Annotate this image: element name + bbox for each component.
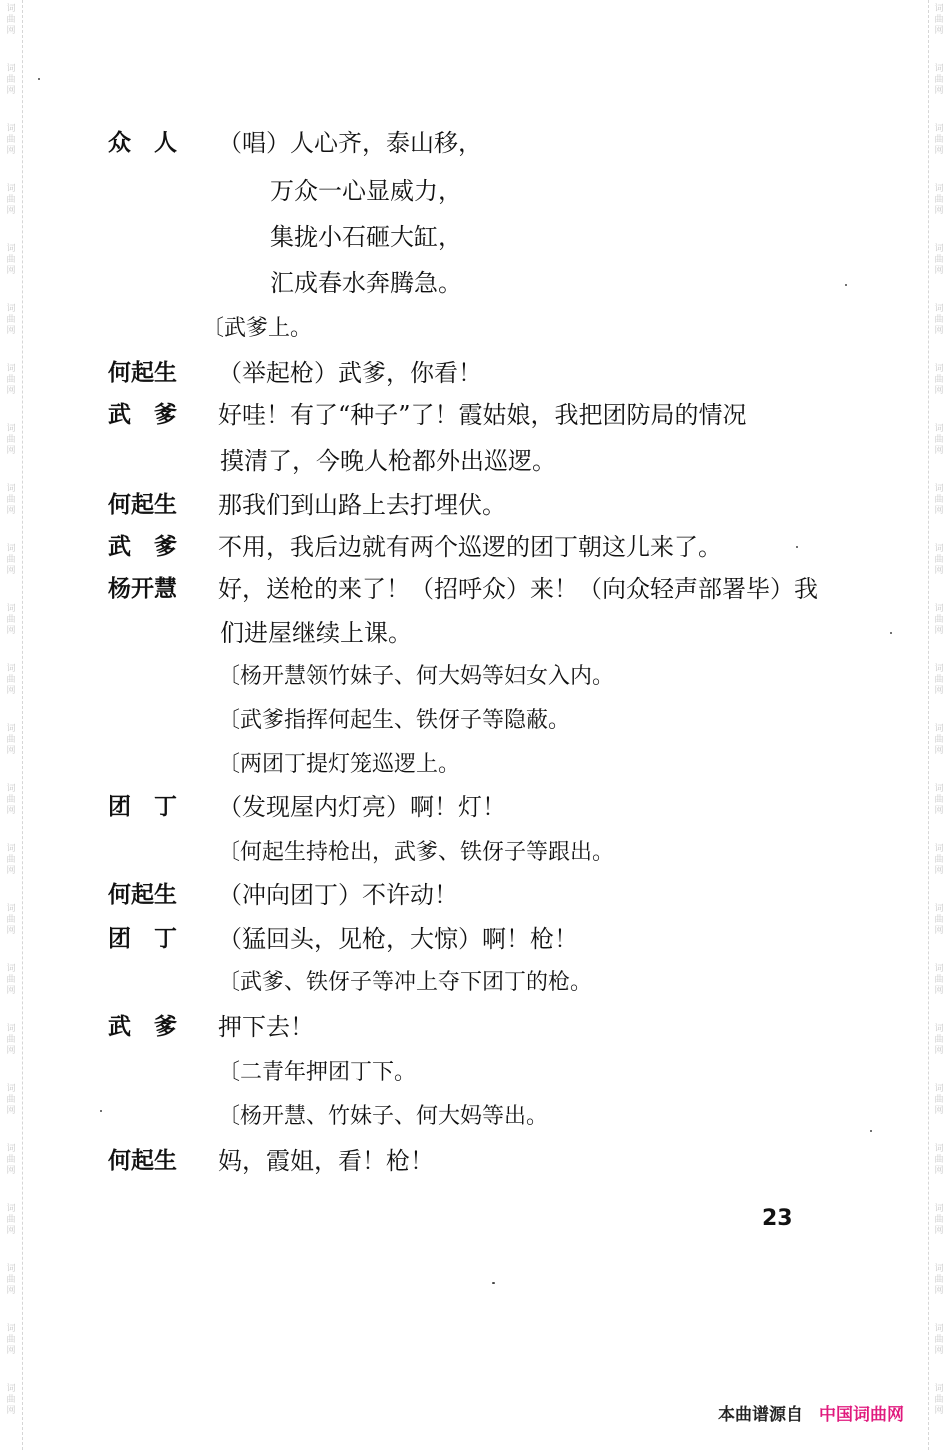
watermark-char: 曲 [934,1155,944,1165]
watermark-char: 曲 [6,375,16,385]
watermark-char: 曲 [6,1275,16,1285]
speaker-name: 众 人 [108,130,177,156]
stage-direction-text: 〔武爹指挥何起生、铁伢子等隐蔽。 [218,708,571,733]
watermark-char: 网 [6,1106,16,1116]
watermark-char: 网 [934,866,944,876]
watermark-char: 词 [6,304,16,314]
stage-direction-text: 〔两团丁提灯笼巡逻上。 [218,752,461,777]
watermark-char: 曲 [6,1395,16,1405]
watermark-char: 词 [934,64,944,74]
watermark-stamp [932,1260,946,1320]
watermark-char: 曲 [6,435,16,445]
watermark-char: 词 [934,904,944,914]
watermark-char: 词 [934,1084,944,1094]
watermark-char: 词 [934,1264,944,1274]
watermark-stamp [4,1320,18,1380]
source-footer [718,1400,904,1425]
watermark-stamp [4,780,18,840]
watermark-char: 词 [6,664,16,674]
stage-direction-text: 〔何起生持枪出，武爹、铁伢子等跟出。 [218,840,615,865]
watermark-char: 网 [6,506,16,516]
watermark-char: 网 [6,1286,16,1296]
watermark-char: 曲 [934,375,944,385]
watermark-char: 词 [6,1024,16,1034]
watermark-char: 网 [934,206,944,216]
watermark-stamp [932,240,946,300]
watermark-char: 词 [6,244,16,254]
watermark-char: 词 [6,1384,16,1394]
watermark-char: 词 [6,1084,16,1094]
watermark-char: 曲 [6,195,16,205]
watermark-char: 网 [6,326,16,336]
dialogue-text: 押下去！ [218,1013,314,1041]
watermark-char: 曲 [934,495,944,505]
watermark-char: 网 [6,446,16,456]
watermark-char: 网 [934,1346,944,1356]
scan-speck [492,1282,495,1284]
watermark-char: 网 [934,446,944,456]
watermark-char: 词 [6,784,16,794]
watermark-stamp [4,1140,18,1200]
watermark-char: 网 [934,1106,944,1116]
watermark-char: 网 [6,986,16,996]
watermark-char: 网 [6,866,16,876]
speaker-name: 何起生 [108,492,177,518]
watermark-stamp [932,900,946,960]
watermark-stamp [932,600,946,660]
watermark-char: 网 [934,1226,944,1236]
watermark-char: 词 [6,604,16,614]
watermark-stamp [4,0,18,60]
watermark-stamp [932,540,946,600]
scan-speck [890,632,892,634]
left-margin-rule [22,0,23,1450]
watermark-char: 词 [6,1324,16,1334]
watermark-char: 曲 [6,1335,16,1345]
dialogue-text: 不用，我后边就有两个巡逻的团丁朝这儿来了。 [218,533,722,561]
watermark-stamp [932,840,946,900]
watermark-stamp [932,60,946,120]
watermark-char: 网 [934,1166,944,1176]
watermark-char: 网 [6,746,16,756]
stage-direction-text: 〔武爹、铁伢子等冲上夺下团丁的枪。 [218,970,593,995]
watermark-char: 曲 [6,315,16,325]
watermark-stamp [932,360,946,420]
watermark-char: 词 [6,1204,16,1214]
verse-text: 万众一心显威力， [270,177,462,205]
speaker-name: 杨开慧 [108,576,177,602]
watermark-char: 曲 [934,435,944,445]
watermark-stamp [932,120,946,180]
watermark-stamp [932,1140,946,1200]
watermark-char: 网 [934,1286,944,1296]
watermark-char: 曲 [6,915,16,925]
watermark-char: 网 [934,386,944,396]
watermark-stamp [932,420,946,480]
watermark-stamp [4,240,18,300]
continuation-text: 摸清了，今晚人枪都外出巡逻。 [220,447,556,475]
watermark-char: 网 [934,926,944,936]
watermark-char: 词 [934,1324,944,1334]
watermark-stamp [932,1020,946,1080]
watermark-char: 曲 [6,135,16,145]
watermark-char: 词 [6,124,16,134]
watermark-char: 网 [6,626,16,636]
watermark-stamp [932,780,946,840]
watermark-stamp [4,1020,18,1080]
watermark-char: 网 [6,1046,16,1056]
watermark-stamp [932,660,946,720]
watermark-char: 词 [934,244,944,254]
watermark-char: 网 [934,746,944,756]
watermark-char: 曲 [6,735,16,745]
verse-text: 汇成春水奔腾急。 [270,269,462,297]
watermark-char: 网 [934,1046,944,1056]
stage-direction-text: 〔二青年押团丁下。 [218,1060,417,1085]
watermark-stamp [4,120,18,180]
watermark-char: 曲 [934,615,944,625]
watermark-stamp [4,1200,18,1260]
watermark-char: 词 [934,664,944,674]
watermark-char: 曲 [6,1215,16,1225]
watermark-char: 词 [934,724,944,734]
watermark-char: 网 [6,926,16,936]
watermark-char: 网 [6,266,16,276]
watermark-char: 曲 [6,15,16,25]
dialogue-text: 妈，霞姐，看！枪！ [218,1147,434,1175]
right-watermark-column [932,0,946,1450]
dialogue-text: 好哇！有了“种子”了！霞姑娘，我把团防局的情况 [218,401,747,429]
dialogue-text: 好，送枪的来了！（招呼众）来！（向众轻声部署毕）我 [218,575,818,603]
watermark-char: 词 [934,784,944,794]
watermark-char: 词 [934,124,944,134]
watermark-char: 曲 [6,615,16,625]
watermark-char: 词 [934,964,944,974]
watermark-stamp [932,1380,946,1440]
watermark-stamp [932,1080,946,1140]
dialogue-text: （猛回头，见枪，大惊）啊！枪！ [218,925,578,953]
watermark-stamp [4,900,18,960]
speaker-name: 何起生 [108,360,177,386]
watermark-char: 词 [6,844,16,854]
watermark-stamp [4,1260,18,1320]
watermark-stamp [932,480,946,540]
scan-speck [100,1110,102,1112]
watermark-char: 曲 [934,1275,944,1285]
watermark-char: 网 [934,326,944,336]
watermark-stamp [4,1380,18,1440]
watermark-char: 词 [6,424,16,434]
watermark-char: 词 [6,184,16,194]
watermark-char: 词 [934,1144,944,1154]
watermark-char: 曲 [934,795,944,805]
footer-source-label: 本曲谱源自 [718,1405,803,1425]
watermark-char: 曲 [934,675,944,685]
watermark-char: 词 [934,1024,944,1034]
watermark-stamp [4,60,18,120]
watermark-char: 网 [934,506,944,516]
watermark-char: 网 [6,686,16,696]
left-watermark-column [4,0,18,1450]
watermark-char: 词 [6,364,16,374]
watermark-char: 网 [934,986,944,996]
watermark-char: 网 [6,386,16,396]
watermark-char: 词 [934,424,944,434]
watermark-char: 网 [934,626,944,636]
watermark-stamp [4,1080,18,1140]
watermark-char: 词 [6,1264,16,1274]
watermark-char: 曲 [6,495,16,505]
watermark-char: 网 [934,566,944,576]
speaker-name: 何起生 [108,882,177,908]
watermark-char: 网 [6,1166,16,1176]
watermark-char: 曲 [6,795,16,805]
watermark-char: 词 [934,4,944,14]
watermark-char: 曲 [6,975,16,985]
dialogue-text: （发现屋内灯亮）啊！灯！ [218,793,506,821]
watermark-stamp [932,0,946,60]
watermark-char: 词 [934,484,944,494]
watermark-stamp [4,840,18,900]
watermark-char: 网 [934,686,944,696]
watermark-char: 词 [6,4,16,14]
speaker-name: 武 爹 [108,534,177,560]
stage-direction-text: 〔杨开慧领竹妹子、何大妈等妇女入内。 [218,664,615,689]
watermark-char: 网 [6,146,16,156]
watermark-char: 曲 [934,315,944,325]
watermark-char: 曲 [934,15,944,25]
watermark-char: 曲 [6,855,16,865]
watermark-char: 词 [934,364,944,374]
watermark-char: 曲 [6,1035,16,1045]
watermark-char: 词 [6,964,16,974]
watermark-stamp [932,180,946,240]
watermark-char: 曲 [934,735,944,745]
watermark-char: 网 [934,86,944,96]
watermark-char: 网 [6,86,16,96]
speaker-name: 团 丁 [108,794,177,820]
dialogue-text: （唱）人心齐，泰山移， [218,129,482,157]
watermark-char: 曲 [934,1395,944,1405]
scan-speck [38,78,40,80]
watermark-char: 词 [934,1384,944,1394]
watermark-char: 曲 [6,255,16,265]
watermark-char: 词 [934,184,944,194]
watermark-char: 网 [6,206,16,216]
watermark-char: 曲 [6,1155,16,1165]
watermark-char: 词 [6,544,16,554]
continuation-text: 们进屋继续上课。 [220,619,412,647]
watermark-char: 曲 [6,75,16,85]
watermark-char: 词 [934,604,944,614]
watermark-char: 网 [6,1346,16,1356]
watermark-char: 曲 [934,1335,944,1345]
watermark-char: 曲 [934,135,944,145]
watermark-char: 网 [6,26,16,36]
verse-text: 集拢小石砸大缸， [270,223,462,251]
watermark-char: 词 [934,544,944,554]
watermark-stamp [4,420,18,480]
watermark-char: 词 [6,904,16,914]
watermark-char: 曲 [934,1095,944,1105]
watermark-char: 网 [934,146,944,156]
watermark-stamp [932,1320,946,1380]
scan-speck [845,284,847,286]
watermark-char: 曲 [934,1035,944,1045]
watermark-char: 词 [6,64,16,74]
watermark-char: 曲 [934,1215,944,1225]
speaker-name: 武 爹 [108,402,177,428]
watermark-char: 曲 [934,915,944,925]
watermark-stamp [4,300,18,360]
watermark-char: 词 [6,484,16,494]
watermark-stamp [4,180,18,240]
watermark-char: 曲 [6,675,16,685]
scan-speck [870,1130,872,1132]
watermark-stamp [4,540,18,600]
watermark-char: 网 [6,1226,16,1236]
watermark-stamp [4,720,18,780]
dialogue-text: （举起枪）武爹，你看！ [218,359,482,387]
watermark-char: 网 [934,806,944,816]
watermark-stamp [4,360,18,420]
watermark-char: 网 [934,26,944,36]
watermark-char: 词 [6,1144,16,1154]
watermark-char: 曲 [934,75,944,85]
watermark-char: 网 [6,566,16,576]
watermark-char: 曲 [934,855,944,865]
dialogue-text: （冲向团丁）不许动！ [218,881,458,909]
watermark-char: 曲 [6,1095,16,1105]
scan-speck [796,546,798,548]
watermark-char: 词 [934,844,944,854]
watermark-stamp [4,600,18,660]
watermark-char: 网 [934,1406,944,1416]
watermark-char: 词 [934,1204,944,1214]
watermark-stamp [4,960,18,1020]
stage-direction-text: 〔武爹上。 [202,316,313,341]
watermark-stamp [932,1200,946,1260]
watermark-char: 网 [6,1406,16,1416]
watermark-char: 词 [934,304,944,314]
speaker-name: 武 爹 [108,1014,177,1040]
watermark-char: 曲 [934,555,944,565]
watermark-stamp [4,660,18,720]
watermark-stamp [932,960,946,1020]
watermark-char: 曲 [934,975,944,985]
watermark-char: 曲 [934,255,944,265]
watermark-stamp [932,300,946,360]
watermark-stamp [932,720,946,780]
page-number: 23 [762,1206,793,1231]
watermark-char: 网 [934,266,944,276]
watermark-stamp [4,480,18,540]
right-margin-rule [928,0,929,1450]
stage-direction-text: 〔杨开慧、竹妹子、何大妈等出。 [218,1104,549,1129]
footer-site-link[interactable]: 中国词曲网 [819,1405,904,1425]
dialogue-text: 那我们到山路上去打埋伏。 [218,491,506,519]
watermark-char: 词 [6,724,16,734]
speaker-name: 何起生 [108,1148,177,1174]
watermark-char: 曲 [934,195,944,205]
watermark-char: 曲 [6,555,16,565]
watermark-char: 网 [6,806,16,816]
speaker-name: 团 丁 [108,926,177,952]
